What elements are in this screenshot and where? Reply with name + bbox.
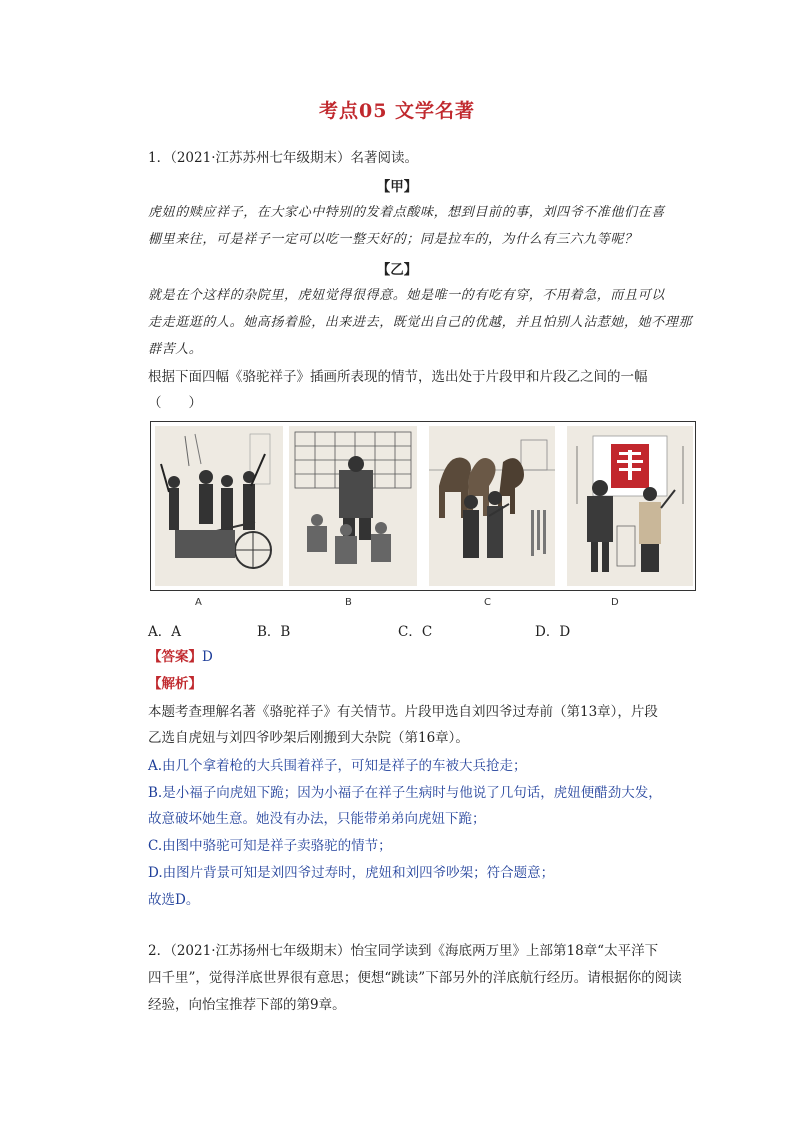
page-title: 考点05 文学名著 [318, 100, 476, 122]
analysis-line: A.由几个拿着枪的大兵围着祥子，可知是祥子的车被大兵抢走； [148, 758, 527, 774]
answer-label: 【答案】 [148, 649, 202, 665]
option-b: B．B [257, 624, 291, 640]
caption-c: C [484, 597, 491, 608]
analysis-line: 故选D。 [148, 892, 200, 908]
illustration-d [567, 426, 693, 586]
analysis-line: 乙选自虎妞与刘四爷吵架后刚搬到大杂院（第16章）。 [148, 730, 469, 746]
option-c: C．C [398, 624, 433, 640]
analysis-line: C.由图中骆驼可知是祥子卖骆驼的情节； [148, 838, 392, 854]
answer-value: D [202, 649, 213, 665]
answer-blank: （ ） [148, 395, 202, 411]
passage-jia-line: 虎妞的赎应祥子，在大家心中特别的发着点酸味，想到目前的事，刘四爷不准他们在喜 [148, 205, 665, 220]
question-2-line: 四千里”，觉得洋底世界很有意思；便想“跳读”下部另外的洋底航行经历。请根据你的阅读 [148, 970, 682, 986]
analysis-line: 故意破坏她生意。她没有办法，只能带弟弟向虎妞下跪； [148, 811, 486, 827]
passage-yi-label: 【乙】 [376, 262, 418, 278]
question-1-header: 1．（2021·江苏苏州七年级期末）名著阅读。 [148, 150, 418, 166]
caption-a: A [195, 597, 202, 608]
answer-line [148, 647, 668, 667]
option-a: A．A [148, 624, 181, 640]
illustration-strip [150, 421, 696, 591]
question-2-line: 经验，向怡宝推荐下部的第9章。 [148, 997, 346, 1013]
question-2-line: 2．（2021·江苏扬州七年级期末）怡宝同学读到《海底两万里》上部第18章“太平洋下 [148, 943, 659, 959]
analysis-line: 本题考查理解名著《骆驼祥子》有关情节。片段甲选自刘四爷过寿前（第13章），片段 [148, 704, 658, 720]
illustration-b [289, 426, 417, 586]
passage-yi-line: 就是在个这样的杂院里，虎妞觉得很得意。她是唯一的有吃有穿，不用着急，而且可以 [148, 288, 665, 303]
passage-yi-line: 群苦人。 [148, 342, 203, 357]
analysis-label: 【解析】 [148, 676, 202, 692]
caption-b: B [345, 597, 352, 608]
analysis-line: D.由图片背景可知是刘四爷过寿时，虎妞和刘四爷吵架；符合题意； [148, 865, 555, 881]
passage-jia-label: 【甲】 [376, 179, 418, 195]
illustration-c [429, 426, 555, 586]
question-prompt: 根据下面四幅《骆驼祥子》插画所表现的情节，选出处于片段甲和片段乙之间的一幅 [148, 369, 648, 385]
passage-yi-line: 走走逛逛的人。她高扬着脸，出来进去，既觉出自己的优越，并且怕别人沾惹她，她不理那 [148, 315, 693, 330]
illustration-a [155, 426, 283, 586]
caption-d: D [611, 597, 619, 608]
analysis-line: B.是小福子向虎妞下跪；因为小福子在祥子生病时与他说了几句话，虎妞便醋劲大发， [148, 785, 662, 801]
option-d: D．D [535, 624, 571, 640]
passage-jia-line: 棚里来往，可是祥子一定可以吃一整天好的；同是拉车的，为什么有三六九等呢？ [148, 232, 638, 247]
